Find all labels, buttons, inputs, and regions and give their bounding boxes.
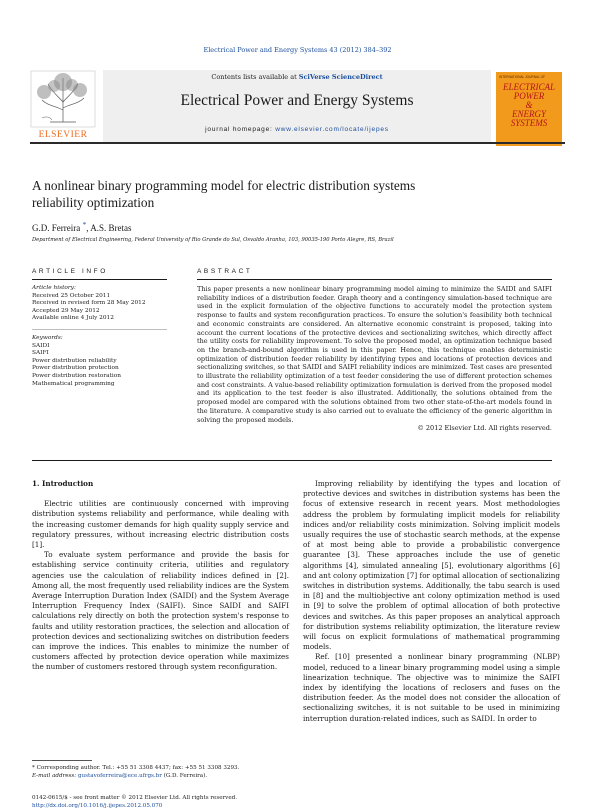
homepage-link[interactable]: www.elsevier.com/locate/ijepes	[275, 126, 389, 133]
front-matter	[32, 795, 237, 811]
keyword: SAIDI	[32, 342, 50, 349]
title-line: A nonlinear binary programming model for electric distribution systems	[32, 178, 416, 193]
cover-line: ELECTRICAL	[502, 82, 555, 92]
footnote	[32, 765, 239, 781]
journal-cover-image	[496, 72, 562, 146]
email-suffix: (G.D. Ferreira).	[163, 772, 208, 779]
email-link[interactable]: gustavoferreira@ece.ufrgs.br	[77, 772, 162, 779]
cover-line: ENERGY	[511, 109, 546, 119]
abstract	[197, 285, 552, 433]
body-paragraph: To evaluate system performance and provide the basis for establishing service continuity criteria, utilities and regulatory agencies use the calculation of reliability indices defined in [2]. Among all, the most frequently used reliability indices are the System Average Interruption Duration Index (SAIDI) and the System Average Interruption Frequency Index (SAIFI). Since SAIDI and SAIFI calculations rely directly on both the protection system's response to faults and utility restoration practices, the selection and allocation of protection devices and sectionalizing switches on distribution feeders can improve the indices. This enables to minimize the number of customers affected by protection device operation while maximizes the number of customers restored through system reconfiguration.	[32, 550, 289, 672]
body-left-column	[32, 479, 289, 673]
journal-reference[interactable]: Electrical Power and Energy Systems 43 (2012) 384–392	[203, 46, 392, 54]
keyword: Power distribution protection	[32, 365, 119, 372]
history-item: Available online 4 July 2012	[32, 315, 114, 322]
keyword: Power distribution restoration	[32, 372, 121, 379]
divider	[32, 279, 167, 280]
keyword: Power distribution reliability	[32, 357, 117, 364]
cover-line: POWER	[513, 91, 545, 101]
contents-prefix: Contents lists available at	[211, 73, 299, 81]
homepage-prefix: journal homepage:	[205, 126, 276, 133]
footnote-mark: *	[32, 765, 35, 771]
email-label: E-mail address:	[32, 772, 77, 779]
corresponding-text: Corresponding author. Tel.: +55 51 3308 4437; fax: +55 51 3308 3293.	[36, 765, 240, 771]
body-paragraph: Ref. [10] presented a nonlinear binary programming (NLBP) model, reduced to a linear binary programming model using a simple linearization technique. The objective was to minimize the SAIFI index by identifying the locations of reclosers and fuses on the distribution feeder. As the model does not consider the allocation of sectionalizing switches, it is not suitable to be used in minimizing interruption duration-related indices, such as SAIDI. In order to	[303, 652, 560, 723]
author-list	[32, 220, 132, 233]
article-info-heading: ARTICLE INFO	[32, 268, 108, 275]
body-right-column	[303, 479, 560, 724]
keyword: Mathematical programming	[32, 380, 115, 387]
affiliation: Department of Electrical Engineering, Federal University of Rio Grande do Sul, Osvaldo Aranha, 103, 90035-190 Porto Alegre, RS, Brazil	[32, 237, 394, 243]
history-label: Article history:	[32, 285, 76, 291]
journal-masthead	[30, 70, 565, 142]
keyword: SAIFI	[32, 350, 49, 357]
doi-link[interactable]: http://dx.doi.org/10.1016/j.ijepes.2012.05.070	[32, 802, 163, 809]
corresponding-author-note	[32, 765, 239, 773]
contents-line	[103, 73, 491, 81]
history-item: Received 25 October 2011	[32, 292, 111, 299]
body-paragraph: Electric utilities are continuously concerned with improving distribution systems reliability and performance, while dealing with the increasing customer demands for high quality supply service and regulatory pressures, without increasing electric distribution costs [1].	[32, 499, 289, 550]
journal-title: Electrical Power and Energy Systems	[180, 92, 414, 109]
publisher-name: ELSEVIER	[38, 130, 88, 140]
section-title: 1. Introduction	[32, 479, 94, 488]
author-name[interactable]: A.S. Bretas	[90, 223, 132, 233]
cover-title	[499, 83, 559, 128]
cover-line: &	[525, 100, 533, 110]
keywords-label: Keywords:	[32, 334, 63, 341]
journal-homepage-line	[103, 126, 491, 133]
divider	[32, 460, 552, 461]
title-line: reliability optimization	[32, 195, 155, 210]
abstract-text: This paper presents a new nonlinear binary programming model aiming to minimize the SAIDI and SAIFI reliability indices of a distribution feeder. Graph theory and a contingency simulation-based technique are used in the explicit formulation of the objective functions to accurately model the protection system response to faults and system reconfiguration practices. To ensure the solution's feasibility both technical and economic constraints are considered. An alternative economic constraint is proposed, taking into account the current locations of the protective devices and sectionalizing switches, which directly affect the utility costs for reliability improvement. To solve the proposed model, an optimization technique based on the branch-and-bound algorithm is used in this paper. Hence, this technique enables deterministic optimization of distribution feeder reliability by identifying types and locations of protection devices and sectionalizing switches, so that SAIDI and SAIFI reliability indices are minimized. Test cases are presented to illustrate the reliability optimization of a test feeder considering the use of different protection schemes and cost constraints. A value-based reliability optimization formulation is derived from the proposed model and its application to the test feeder is also illustrated. Additionally, the solutions obtained from the proposed model are compared with the solutions obtained from two other state-of-the-art models found in the literature. A comparative study is also carried out to evaluate the efficiency of the generic algorithm in solving the proposed models.	[197, 285, 552, 424]
body-paragraph: Improving reliability by identifying the types and location of protective devices and switches in distribution systems has been the focus of extensive research in recent years. Most methodologies address the problem by formulating implicit models for reliability indices and/or reliability costs minimization. Solving implicit models usually requires the use of stochastic search methods, at the expense of at most being able to provide a probabilistic convergence guarantee [3]. These approaches include the use of genetic algorithms [4], simulated annealing [5], evolutionary algorithms [6] and ant colony optimization [7] for optimal allocation of sectionalizing switches in distribution systems. Additionally, the tabu search is used in [8] and the multiobjective ant colony optimization method is used in [9] to solve the problem of optimal allocation of both protective devices and switches. As this paper proposes an analytical approach for distribution systems reliability optimization, the literature review will focus on explicit formulations of mathematical programming models.	[303, 479, 560, 652]
elsevier-tree-logo	[30, 70, 96, 138]
masthead-rule	[30, 142, 565, 144]
article-info	[32, 285, 167, 388]
copyright-line: © 2012 Elsevier Ltd. All rights reserved.	[417, 424, 552, 433]
sciencedirect-link[interactable]: SciVerse ScienceDirect	[298, 73, 383, 81]
article-title	[32, 177, 562, 211]
corresponding-author-mark[interactable]: *	[82, 220, 87, 229]
cover-subtitle: INTERNATIONAL JOURNAL OF	[499, 75, 546, 79]
issn-line: 0142-0615/$ - see front matter © 2012 Elsevier Ltd. All rights reserved.	[32, 795, 238, 801]
author-name[interactable]: G.D. Ferreira	[32, 223, 81, 233]
divider	[32, 329, 167, 330]
history-item: Accepted 29 May 2012	[32, 307, 100, 314]
author-separator: ,	[86, 223, 91, 233]
masthead-panel	[103, 70, 491, 142]
cover-line: SYSTEMS	[510, 118, 548, 128]
footnote-divider	[32, 760, 92, 761]
email-line	[32, 773, 239, 781]
history-item: Received in revised form 28 May 2012	[32, 300, 146, 307]
divider	[197, 279, 552, 280]
abstract-heading: ABSTRACT	[197, 268, 253, 275]
